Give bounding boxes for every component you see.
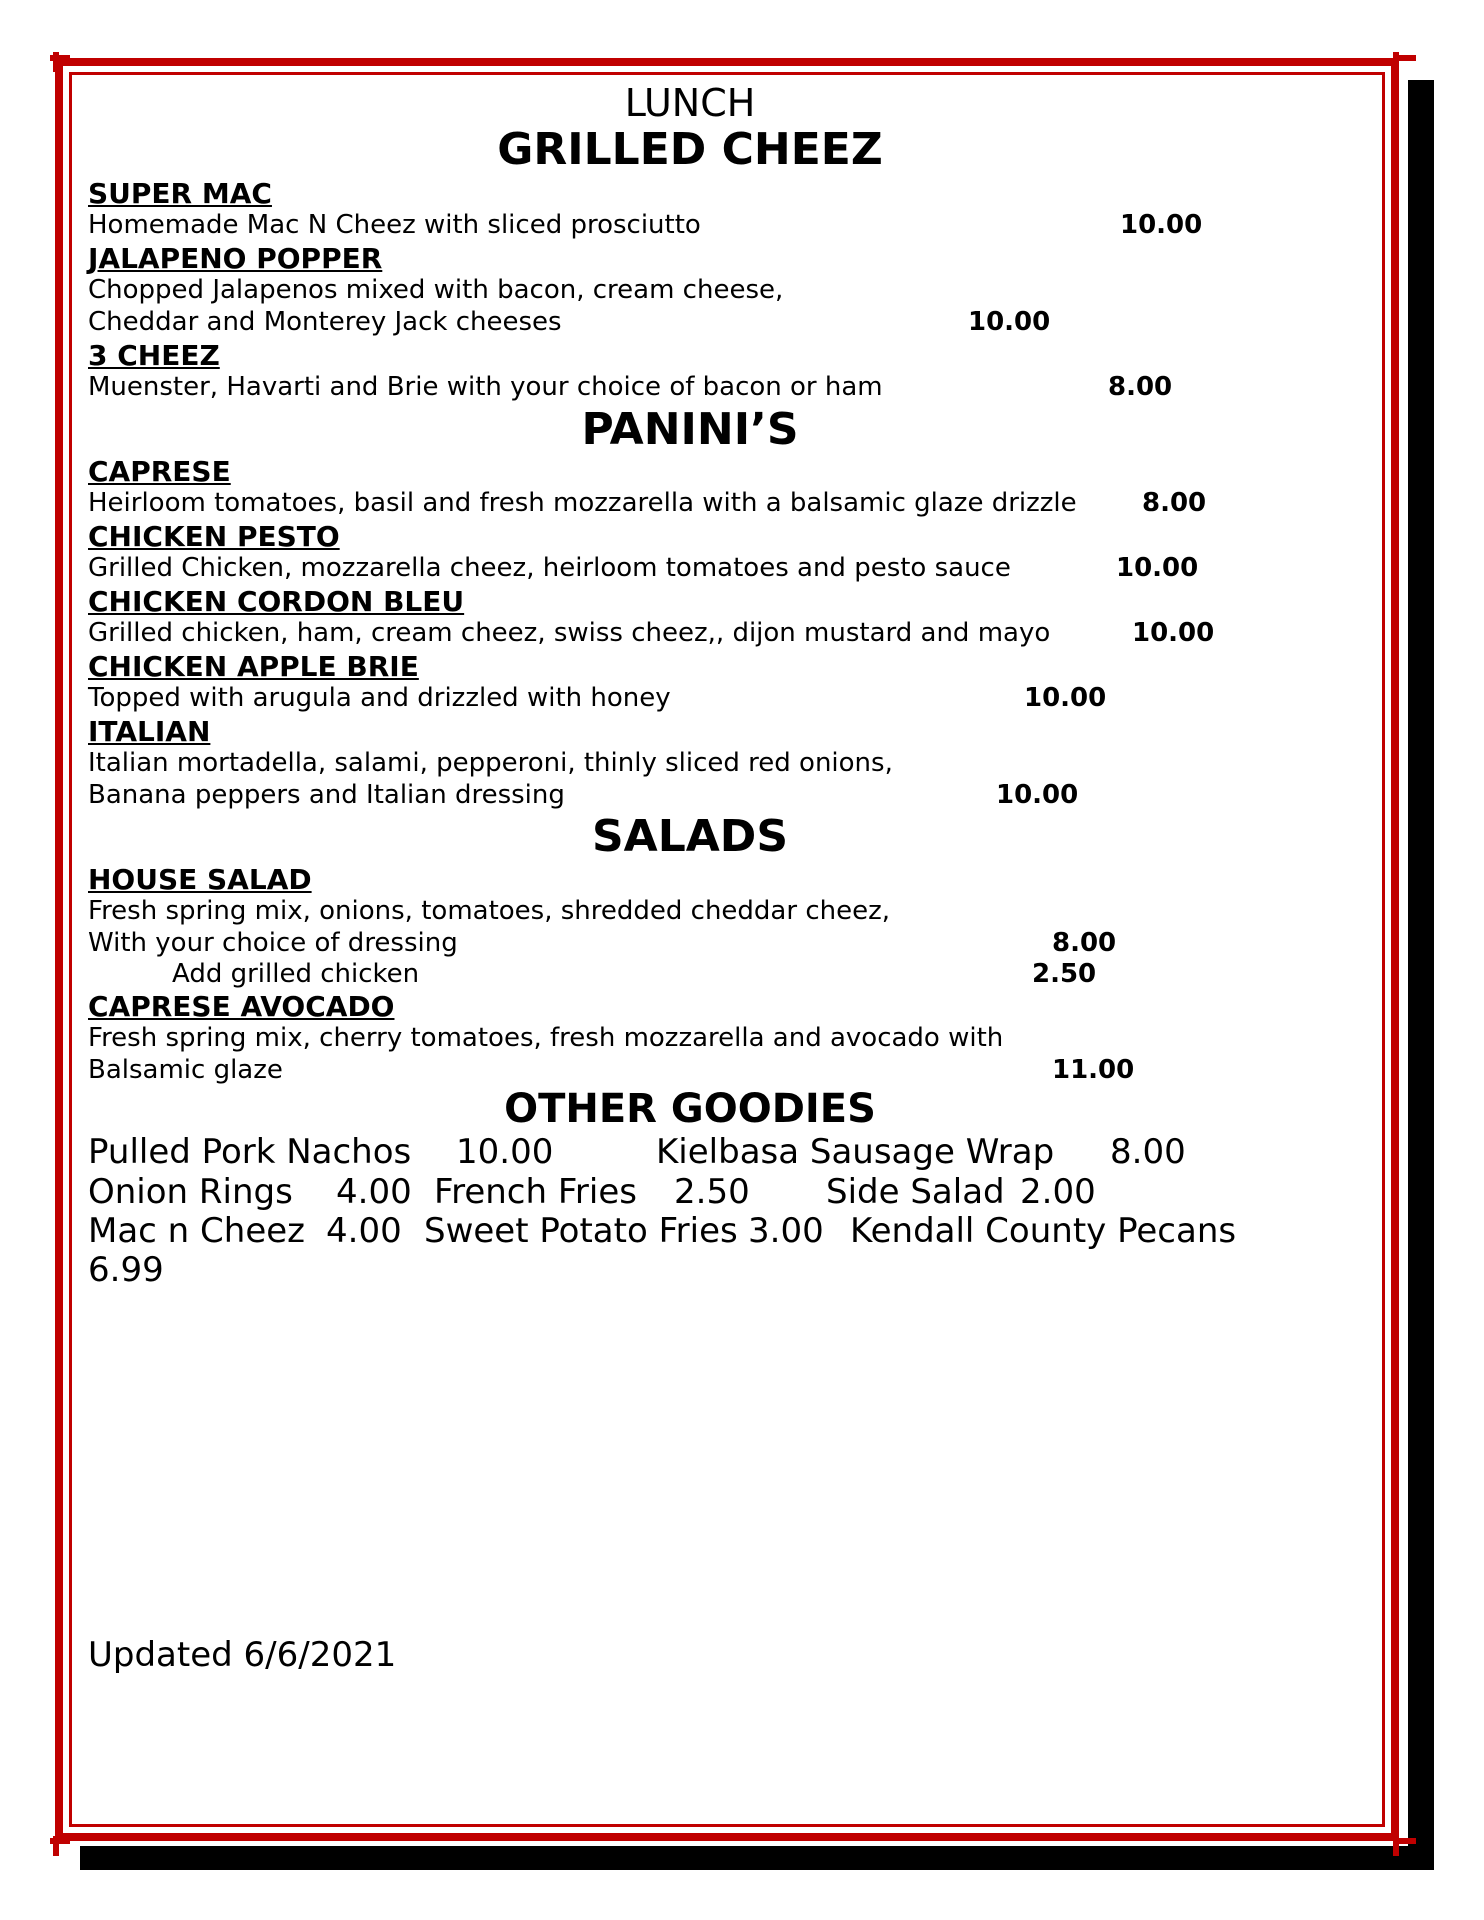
item-price-jalapeno-popper: 10.00 <box>968 307 1051 337</box>
item-desc-chicken-cordon-bleu: Grilled chicken, ham, cream cheez, swiss cheez,, dijon mustard and mayo <box>88 618 1051 648</box>
corner-tick <box>1393 52 1399 72</box>
item-desc-caprese-avocado: Fresh spring mix, cherry tomatoes, fresh mozzarella and avocado with <box>88 1023 1004 1053</box>
item-desc-caprese-avocado-2: Balsamic glaze <box>88 1055 283 1085</box>
item-name-super-mac: SUPER MAC <box>88 177 272 210</box>
item-price-addon-grilled-chicken: 2.50 <box>1032 959 1097 989</box>
goodie-price-sweet-potato-fries: 3.00 <box>748 1211 824 1251</box>
item-name-3-cheez: 3 CHEEZ <box>88 339 220 372</box>
item-name-caprese-avocado: CAPRESE AVOCADO <box>88 990 395 1023</box>
section-title-other-goodies: OTHER GOODIES <box>504 1086 876 1132</box>
updated-date: Updated 6/6/2021 <box>88 1635 397 1675</box>
item-price-italian: 10.00 <box>996 780 1079 810</box>
goodie-kendall-county-pecans: Kendall County Pecans <box>850 1211 1237 1251</box>
goodie-price-kendall-county-pecans: 6.99 <box>88 1250 164 1290</box>
item-price-chicken-pesto: 10.00 <box>1116 553 1199 583</box>
item-name-house-salad: HOUSE SALAD <box>88 863 312 896</box>
item-name-chicken-cordon-bleu: CHICKEN CORDON BLEU <box>88 585 465 618</box>
item-price-chicken-apple-brie: 10.00 <box>1024 683 1107 713</box>
goodie-price-mac-n-cheez: 4.00 <box>326 1211 402 1251</box>
lunch-label: LUNCH <box>624 81 756 125</box>
goodie-pulled-pork-nachos: Pulled Pork Nachos <box>88 1132 412 1172</box>
goodie-onion-rings: Onion Rings <box>88 1172 293 1212</box>
item-desc-super-mac: Homemade Mac N Cheez with sliced prosciutto <box>88 210 701 240</box>
corner-tick <box>53 1836 59 1856</box>
corner-tick <box>1396 55 1416 61</box>
corner-tick <box>1396 1838 1416 1844</box>
goodie-side-salad: Side Salad <box>826 1172 1005 1212</box>
goodie-price-kielbasa-sausage-wrap: 8.00 <box>1110 1132 1186 1172</box>
item-price-caprese: 8.00 <box>1142 488 1207 518</box>
item-name-italian: ITALIAN <box>88 715 211 748</box>
item-name-chicken-apple-brie: CHICKEN APPLE BRIE <box>88 650 419 683</box>
goodie-kielbasa-sausage-wrap: Kielbasa Sausage Wrap <box>656 1132 1055 1172</box>
shadow-right <box>1408 80 1434 1870</box>
item-price-caprese-avocado: 11.00 <box>1052 1055 1135 1085</box>
goodie-price-side-salad: 2.00 <box>1020 1172 1096 1212</box>
item-price-super-mac: 10.00 <box>1120 210 1203 240</box>
section-title-salads: SALADS <box>591 811 789 862</box>
item-name-caprese: CAPRESE <box>88 455 231 488</box>
corner-tick <box>1393 1836 1399 1856</box>
item-desc-jalapeno-popper-2: Cheddar and Monterey Jack cheeses <box>88 307 562 337</box>
item-desc-jalapeno-popper: Chopped Jalapenos mixed with bacon, cream cheese, <box>88 275 784 305</box>
section-title-grilled-cheez: GRILLED CHEEZ <box>497 124 883 175</box>
item-desc-italian-2: Banana peppers and Italian dressing <box>88 780 565 810</box>
goodie-sweet-potato-fries: Sweet Potato Fries <box>424 1211 738 1251</box>
item-desc-3-cheez: Muenster, Havarti and Brie with your choice of bacon or ham <box>88 372 883 402</box>
goodie-french-fries: French Fries <box>434 1172 637 1212</box>
item-price-3-cheez: 8.00 <box>1108 372 1173 402</box>
corner-tick <box>53 52 59 72</box>
item-desc-house-salad-2: With your choice of dressing <box>88 928 458 958</box>
goodie-price-pulled-pork-nachos: 10.00 <box>456 1132 554 1172</box>
item-desc-italian: Italian mortadella, salami, pepperoni, thinly sliced red onions, <box>88 748 893 778</box>
item-name-jalapeno-popper: JALAPENO POPPER <box>88 242 383 275</box>
item-desc-house-salad: Fresh spring mix, onions, tomatoes, shredded cheddar cheez, <box>88 896 891 926</box>
shadow-bottom <box>80 1846 1434 1870</box>
goodie-price-onion-rings: 4.00 <box>336 1172 412 1212</box>
item-addon-grilled-chicken: Add grilled chicken <box>172 959 420 989</box>
item-price-chicken-cordon-bleu: 10.00 <box>1132 618 1215 648</box>
goodie-mac-n-cheez: Mac n Cheez <box>88 1211 305 1251</box>
goodie-price-french-fries: 2.50 <box>674 1172 750 1212</box>
item-desc-chicken-apple-brie: Topped with arugula and drizzled with honey <box>88 683 671 713</box>
section-title-paninis: PANINI’S <box>581 404 799 455</box>
item-desc-caprese: Heirloom tomatoes, basil and fresh mozzarella with a balsamic glaze drizzle <box>88 488 1077 518</box>
item-name-chicken-pesto: CHICKEN PESTO <box>88 520 340 553</box>
item-price-house-salad: 8.00 <box>1052 928 1117 958</box>
item-desc-chicken-pesto: Grilled Chicken, mozzarella cheez, heirloom tomatoes and pesto sauce <box>88 553 1011 583</box>
